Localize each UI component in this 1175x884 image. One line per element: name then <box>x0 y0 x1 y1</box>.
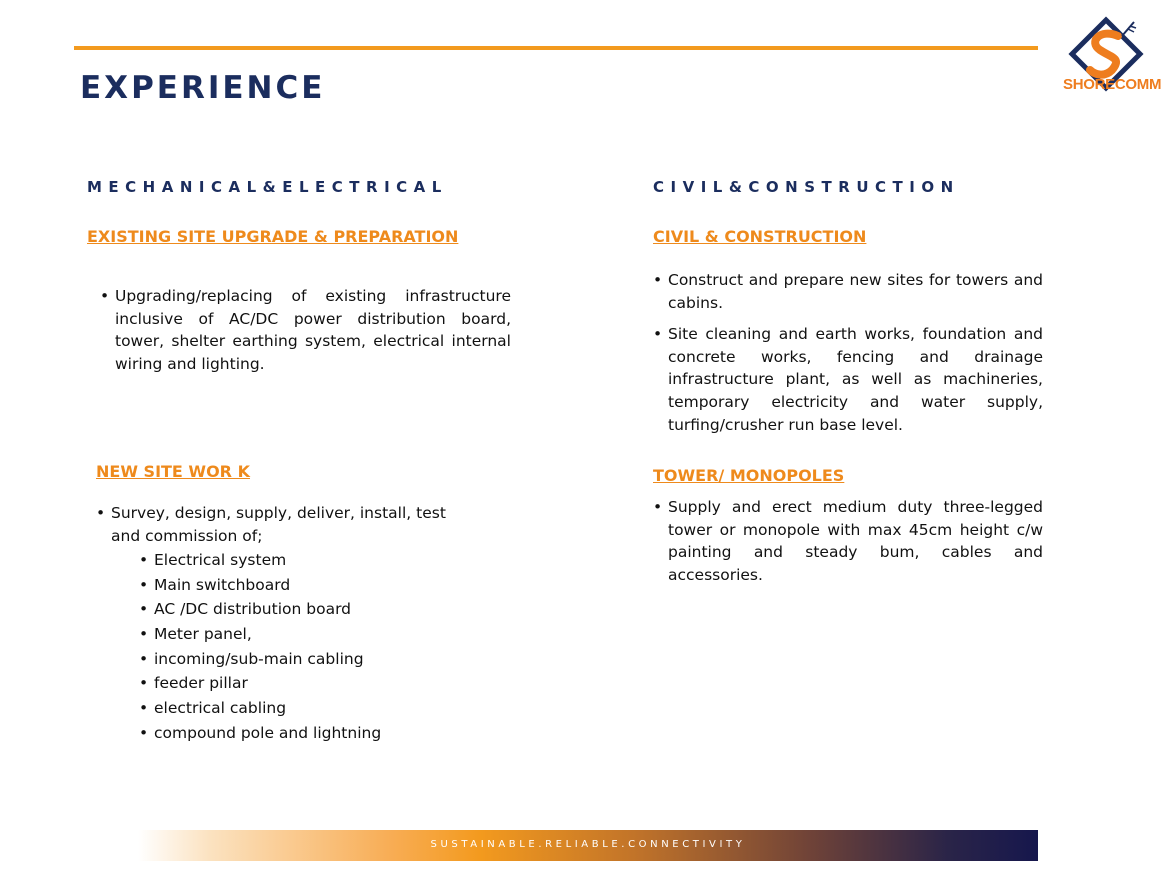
bullet-dot: • <box>100 287 110 305</box>
bullet-dot: • <box>653 498 663 516</box>
list-item-text: Main switchboard <box>154 575 291 594</box>
list-item: • electrical cabling <box>139 699 287 718</box>
bullet-dot: • <box>653 325 663 343</box>
list-item: • compound pole and lightning <box>139 723 382 742</box>
list-item-text: incoming/sub-main cabling <box>154 649 364 668</box>
bullet-text: Supply and erect medium duty three-legged tower or monopole with max 45cm height c/w painting and steady bum, cables and accessories. <box>668 498 1043 585</box>
list-item: • feeder pillar <box>139 674 248 693</box>
page-title: EXPERIENCE <box>80 70 326 106</box>
list-item-text: Meter panel, <box>154 625 252 644</box>
list-item: • Main switchboard <box>139 575 291 594</box>
bullet-text: Site cleaning and earth works, foundation and concrete works, fencing and drainage infrastructure plant, as well as machineries, temporary electricity and water supply, turfing/crusher run base level. <box>668 325 1043 434</box>
list-item-text: AC /DC distribution board <box>154 600 352 619</box>
bullet-item <box>653 496 1043 587</box>
list-item: • AC /DC distribution board <box>139 600 352 619</box>
footer-tagline: SUSTAINABLE.RELIABLE.CONNECTIVITY <box>430 839 746 850</box>
new-site-work-heading: NEW SITE WOR K <box>96 462 250 481</box>
list-item-text: electrical cabling <box>154 699 287 718</box>
new-site-work-list <box>139 549 381 747</box>
bullet-dot: • <box>653 271 663 289</box>
list-item: • Electrical system <box>139 551 287 569</box>
list-item-text: feeder pillar <box>154 674 248 693</box>
bullet-item <box>653 323 1043 437</box>
list-item: • Meter panel, <box>139 625 252 644</box>
bullet-text: Upgrading/replacing of existing infrastructure inclusive of AC/DC power distribution board, tower, shelter earthing system, electrical internal wiring and lighting. <box>115 287 511 374</box>
bullet-item <box>96 502 476 547</box>
bullet-text: Construct and prepare new sites for towers and cabins. <box>668 271 1043 312</box>
civil-construction-heading: CIVIL&CONSTRUCTION <box>653 178 960 196</box>
bullet-text: Survey, design, supply, deliver, install, test and commission of; <box>111 504 446 545</box>
existing-site-upgrade-heading: EXISTING SITE UPGRADE & PREPARATION <box>87 227 459 246</box>
top-rule <box>74 46 1038 50</box>
list-item-text: compound pole and lightning <box>154 723 382 742</box>
footer-banner <box>138 830 1038 861</box>
logo-wordmark: SHORECOMM <box>1063 76 1162 93</box>
mechanical-electrical-heading: MECHANICAL&ELECTRICAL <box>87 178 448 196</box>
list-item: • incoming/sub-main cabling <box>139 649 364 668</box>
tower-monopoles-heading: TOWER/ MONOPOLES <box>653 466 845 485</box>
bullet-item <box>653 269 1043 314</box>
list-item-text: Electrical system <box>154 551 287 569</box>
bullet-item <box>100 285 511 376</box>
civil-construction-subheading: CIVIL & CONSTRUCTION <box>653 227 867 246</box>
bullet-dot: • <box>96 504 106 522</box>
